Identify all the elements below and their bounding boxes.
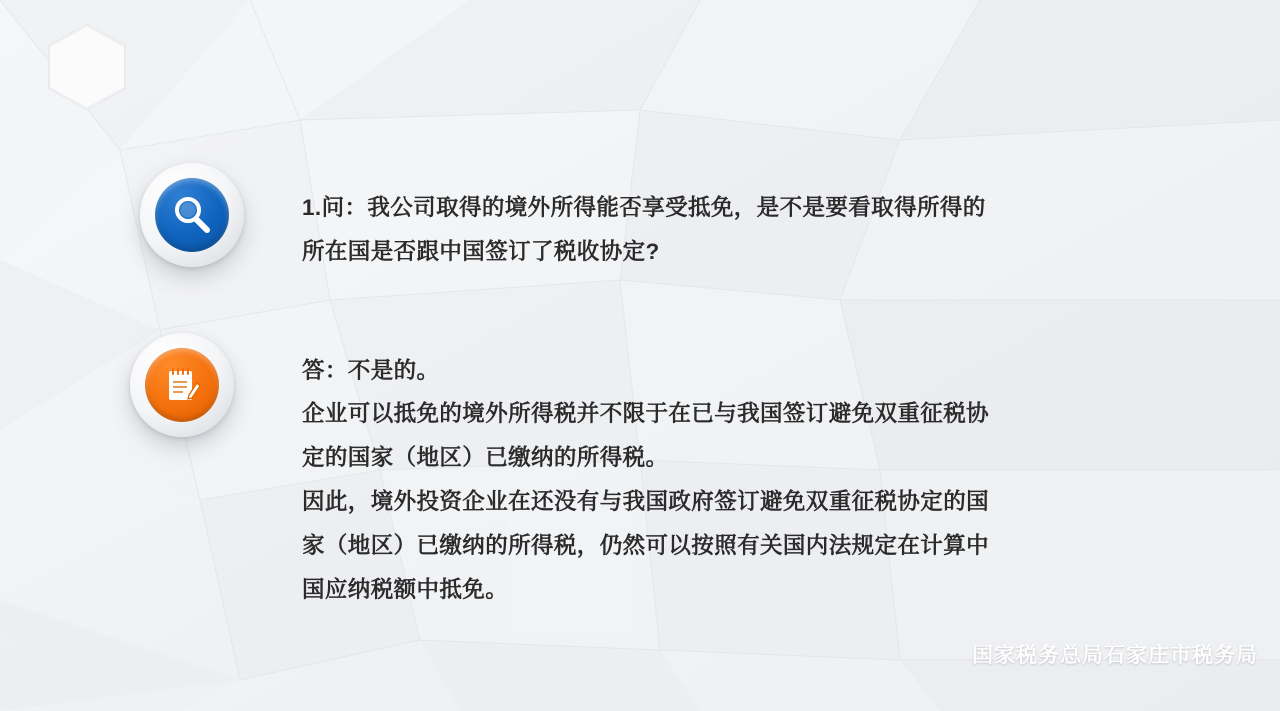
answer-text-block (302, 350, 1132, 612)
question-text-block (302, 186, 1122, 274)
notepad-pencil-icon-circle (145, 348, 219, 422)
magnifier-icon (168, 191, 216, 239)
answer-line: 国应纳税额中抵免。 (302, 577, 509, 602)
footer-organization: 国家税务总局石家庄市税务局 (972, 644, 1258, 667)
answer-line: 因此，境外投资企业在还没有与我国政府签订避免双重征税协定的国 (302, 489, 990, 514)
answer-line: 定的国家（地区）已缴纳的所得税。 (302, 445, 669, 470)
hexagon-decoration (40, 20, 134, 114)
answer-line: 答：不是的。 (302, 358, 440, 383)
answer-line: 企业可以抵免的境外所得税并不限于在已与我国签订避免双重征税协 (302, 401, 990, 426)
question-line: 1.问：我公司取得的境外所得能否享受抵免，是不是要看取得所得的 (302, 195, 986, 220)
answer-icon-badge (130, 333, 234, 437)
answer-line: 家（地区）已缴纳的所得税，仍然可以按照有关国内法规定在计算中 (302, 533, 990, 558)
notepad-pencil-icon (159, 362, 205, 408)
question-icon-badge (140, 163, 244, 267)
magnifier-icon-circle (155, 178, 229, 252)
question-line: 所在国是否跟中国签订了税收协定? (302, 239, 660, 264)
hexagon-outline-icon (40, 20, 134, 114)
